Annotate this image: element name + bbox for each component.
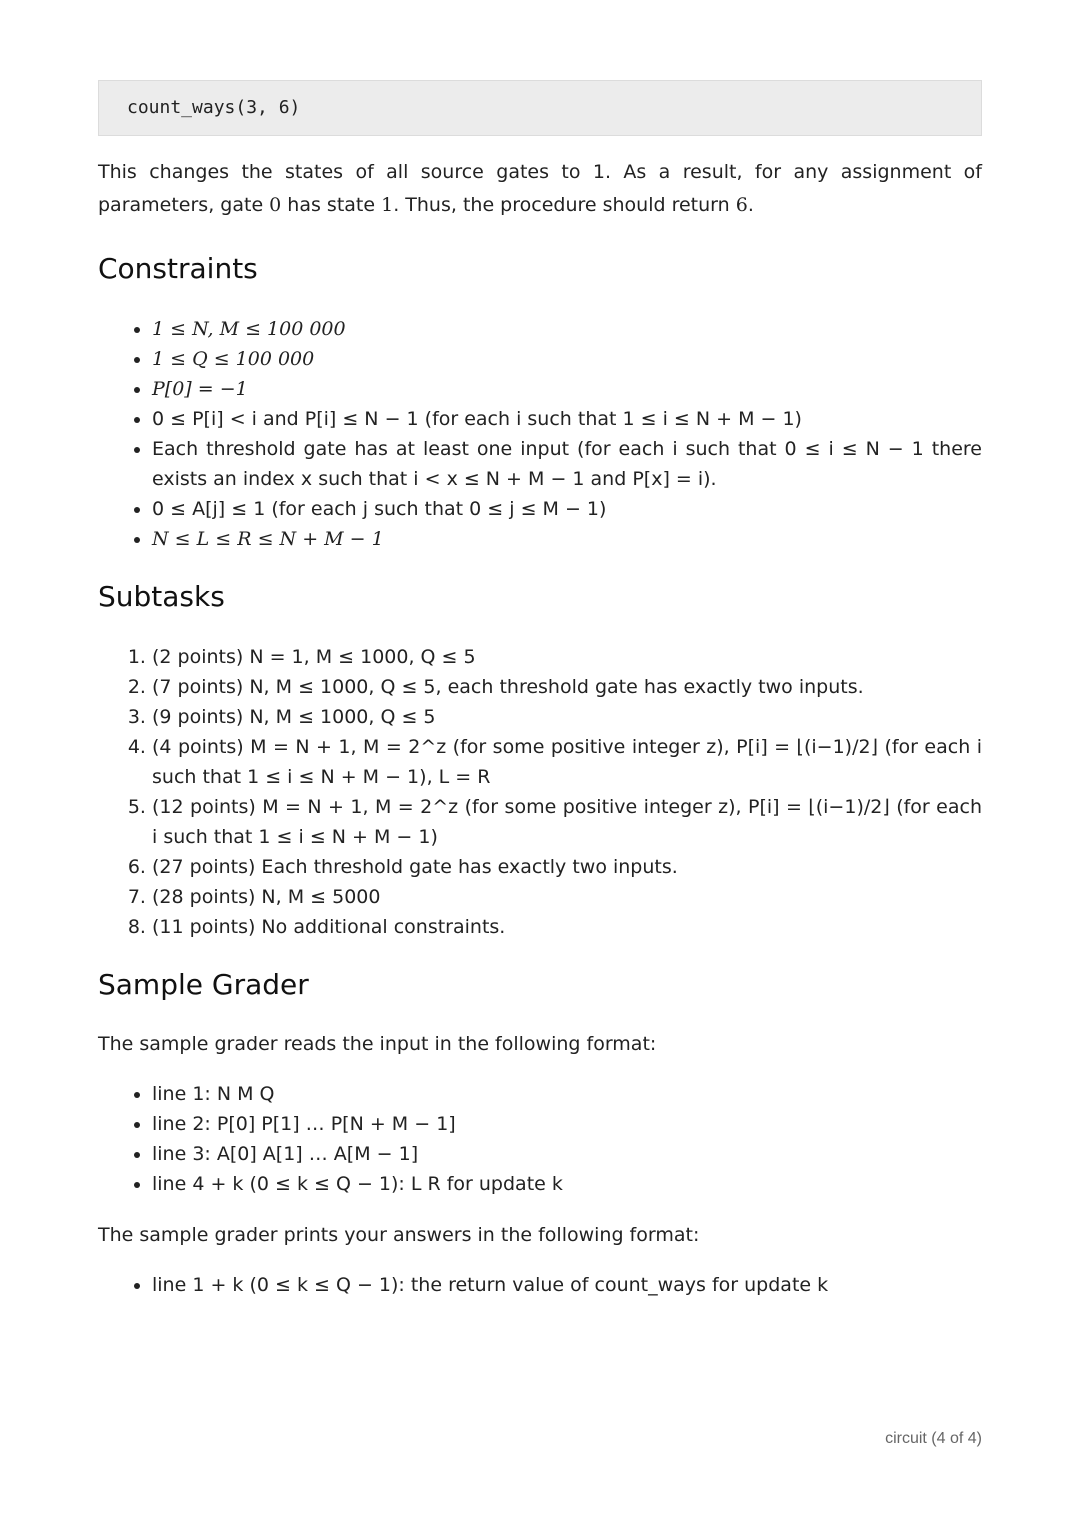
grader-output-line: • line 1 + k (0 ≤ k ≤ Q − 1): the return value of count_ways for update k [152, 1270, 982, 1300]
intro-math-1: 1 [381, 194, 394, 216]
subtask-item: 2. (7 points) N, M ≤ 1000, Q ≤ 5, each threshold gate has exactly two inputs. [152, 672, 982, 702]
grader-output-intro: The sample grader prints your answers in the following format: [98, 1224, 700, 1246]
document-page [98, 80, 982, 1300]
grader-input-intro: The sample grader reads the input in the following format: [98, 1033, 657, 1055]
subtask-item: 4. (4 points) M = N + 1, M = 2^z (for some positive integer z), P[i] = ⌊(i−1)/2⌋ (for each i such that 1 ≤ i ≤ N + M − 1), L = R [152, 732, 982, 792]
intro-text-c: . Thus, the procedure should return [393, 194, 736, 216]
constraint-item: • 0 ≤ P[i] < i and P[i] ≤ N − 1 (for each i such that 1 ≤ i ≤ N + M − 1) [152, 404, 982, 434]
intro-paragraph [98, 156, 982, 222]
subtask-item: 1. (2 points) N = 1, M ≤ 1000, Q ≤ 5 [152, 642, 982, 672]
subtask-item: 7. (28 points) N, M ≤ 5000 [152, 882, 982, 912]
constraint-item: • 1 ≤ Q ≤ 100 000 [152, 344, 982, 374]
subtask-item: 6. (27 points) Each threshold gate has exactly two inputs. [152, 852, 982, 882]
grader-input-line: • line 3: A[0] A[1] … A[M − 1] [152, 1139, 982, 1169]
subtasks-list [98, 642, 982, 942]
code-block [98, 80, 982, 136]
constraints-heading: Constraints [98, 252, 258, 285]
subtask-item: 3. (9 points) N, M ≤ 1000, Q ≤ 5 [152, 702, 982, 732]
intro-math-0: 0 [269, 194, 282, 216]
intro-text-a: This changes the states of all source gates to 1. As a result, for any assignment of parameters, gate [98, 161, 982, 216]
subtask-item: 5. (12 points) M = N + 1, M = 2^z (for some positive integer z), P[i] = ⌊(i−1)/2⌋ (for each i such that 1 ≤ i ≤ N + M − 1) [152, 792, 982, 852]
page-footer: circuit (4 of 4) [885, 1430, 982, 1447]
intro-text-b: has state [281, 194, 382, 216]
intro-text-d: . [747, 194, 754, 216]
code-example: count_ways(3, 6) [127, 97, 301, 118]
constraints-list [98, 314, 982, 554]
grader-input-line: • line 2: P[0] P[1] … P[N + M − 1] [152, 1109, 982, 1139]
grader-output-list [98, 1270, 982, 1300]
constraint-item: • P[0] = −1 [152, 374, 982, 404]
subtasks-heading: Subtasks [98, 580, 225, 613]
constraint-item: • N ≤ L ≤ R ≤ N + M − 1 [152, 524, 982, 554]
constraint-item: • 1 ≤ N, M ≤ 100 000 [152, 314, 982, 344]
grader-input-list [98, 1079, 982, 1199]
sample-grader-heading: Sample Grader [98, 968, 309, 1001]
constraint-item: • Each threshold gate has at least one input (for each i such that 0 ≤ i ≤ N − 1 there exists an index x such that i < x ≤ N + M − 1 and P[x] = i). [152, 434, 982, 494]
subtask-item: 8. (11 points) No additional constraints. [152, 912, 982, 942]
grader-input-line: • line 4 + k (0 ≤ k ≤ Q − 1): L R for update k [152, 1169, 982, 1199]
constraint-item: • 0 ≤ A[j] ≤ 1 (for each j such that 0 ≤ j ≤ M − 1) [152, 494, 982, 524]
grader-input-line: • line 1: N M Q [152, 1079, 982, 1109]
intro-math-6: 6 [735, 194, 748, 216]
